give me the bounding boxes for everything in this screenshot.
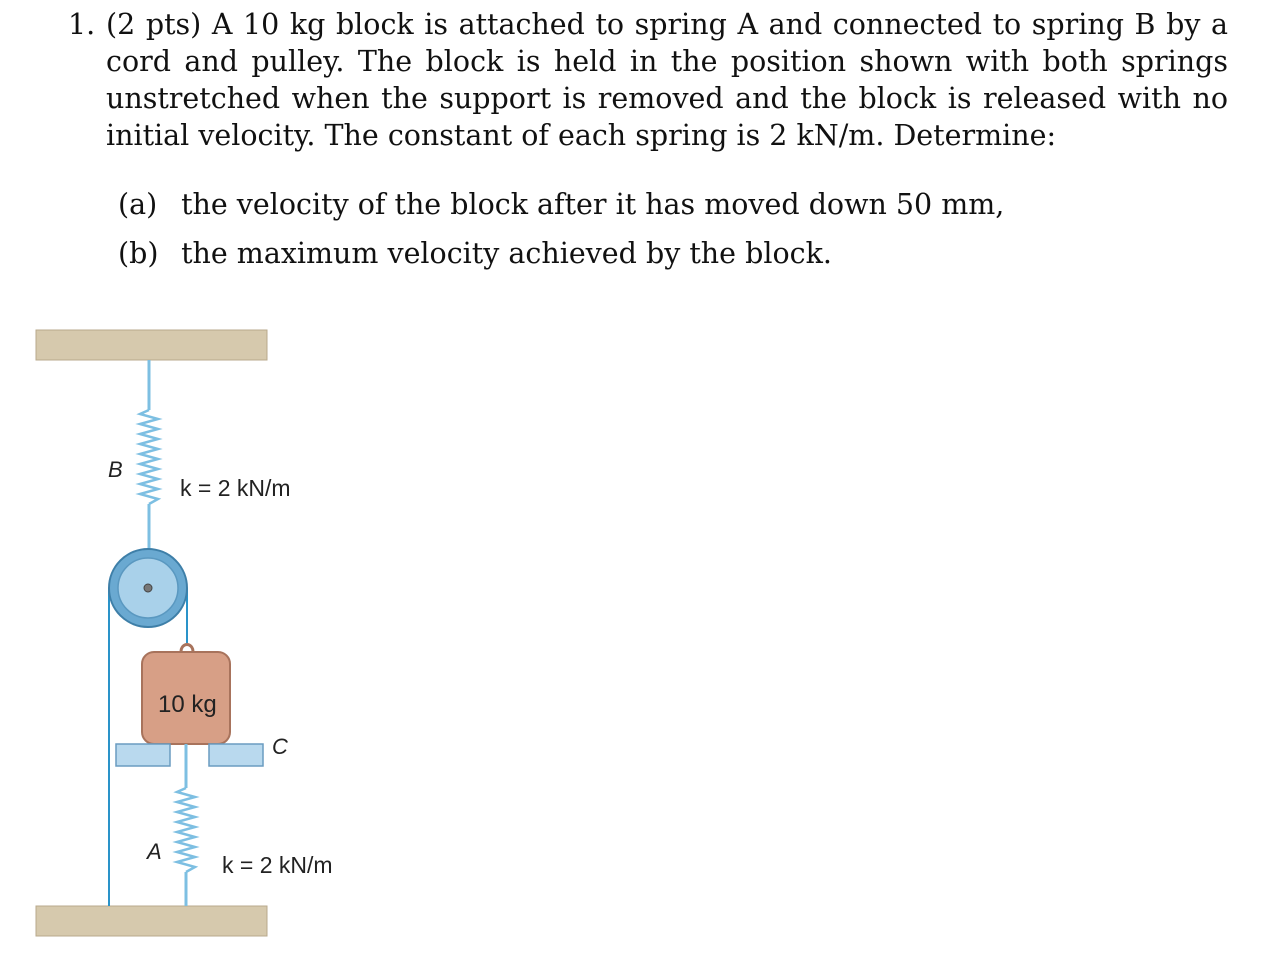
problem-parts	[118, 180, 1004, 278]
problem-text: (2 pts) A 10 kg block is attached to spring A and connected to spring B by a cord and pulley. The block is held in the position shown with both springs unstretched when the support is removed and the block is released with no initial velocity. The constant of each spring is 2 kN/m. Determine:	[106, 8, 1228, 152]
support-c-right	[209, 744, 263, 766]
spring-pulley-figure	[0, 318, 420, 958]
spring-b-label: B	[108, 457, 123, 482]
part-a	[118, 180, 1004, 229]
pulley-axle	[144, 584, 152, 592]
part-b-label: (b)	[118, 237, 159, 270]
ceiling-support	[36, 330, 267, 360]
part-b-text: the maximum velocity achieved by the block.	[181, 237, 832, 270]
block-mass-label: 10 kg	[158, 691, 217, 718]
problem-statement	[68, 6, 1228, 154]
support-c-left	[116, 744, 170, 766]
part-a-text: the velocity of the block after it has moved down 50 mm,	[181, 188, 1005, 221]
spring-b-constant: k = 2 kN/m	[180, 475, 291, 501]
floor-support	[36, 906, 267, 936]
support-c-label: C	[272, 734, 288, 759]
figure-svg	[0, 318, 420, 958]
spring-a-label: A	[147, 839, 162, 864]
block-hook	[181, 645, 193, 653]
part-b	[118, 229, 1004, 278]
spring-a-constant: k = 2 kN/m	[222, 852, 333, 878]
spring-a-coil	[177, 788, 195, 872]
spring-b-coil	[140, 410, 158, 504]
problem-number: 1.	[68, 8, 96, 41]
part-a-label: (a)	[118, 188, 158, 221]
